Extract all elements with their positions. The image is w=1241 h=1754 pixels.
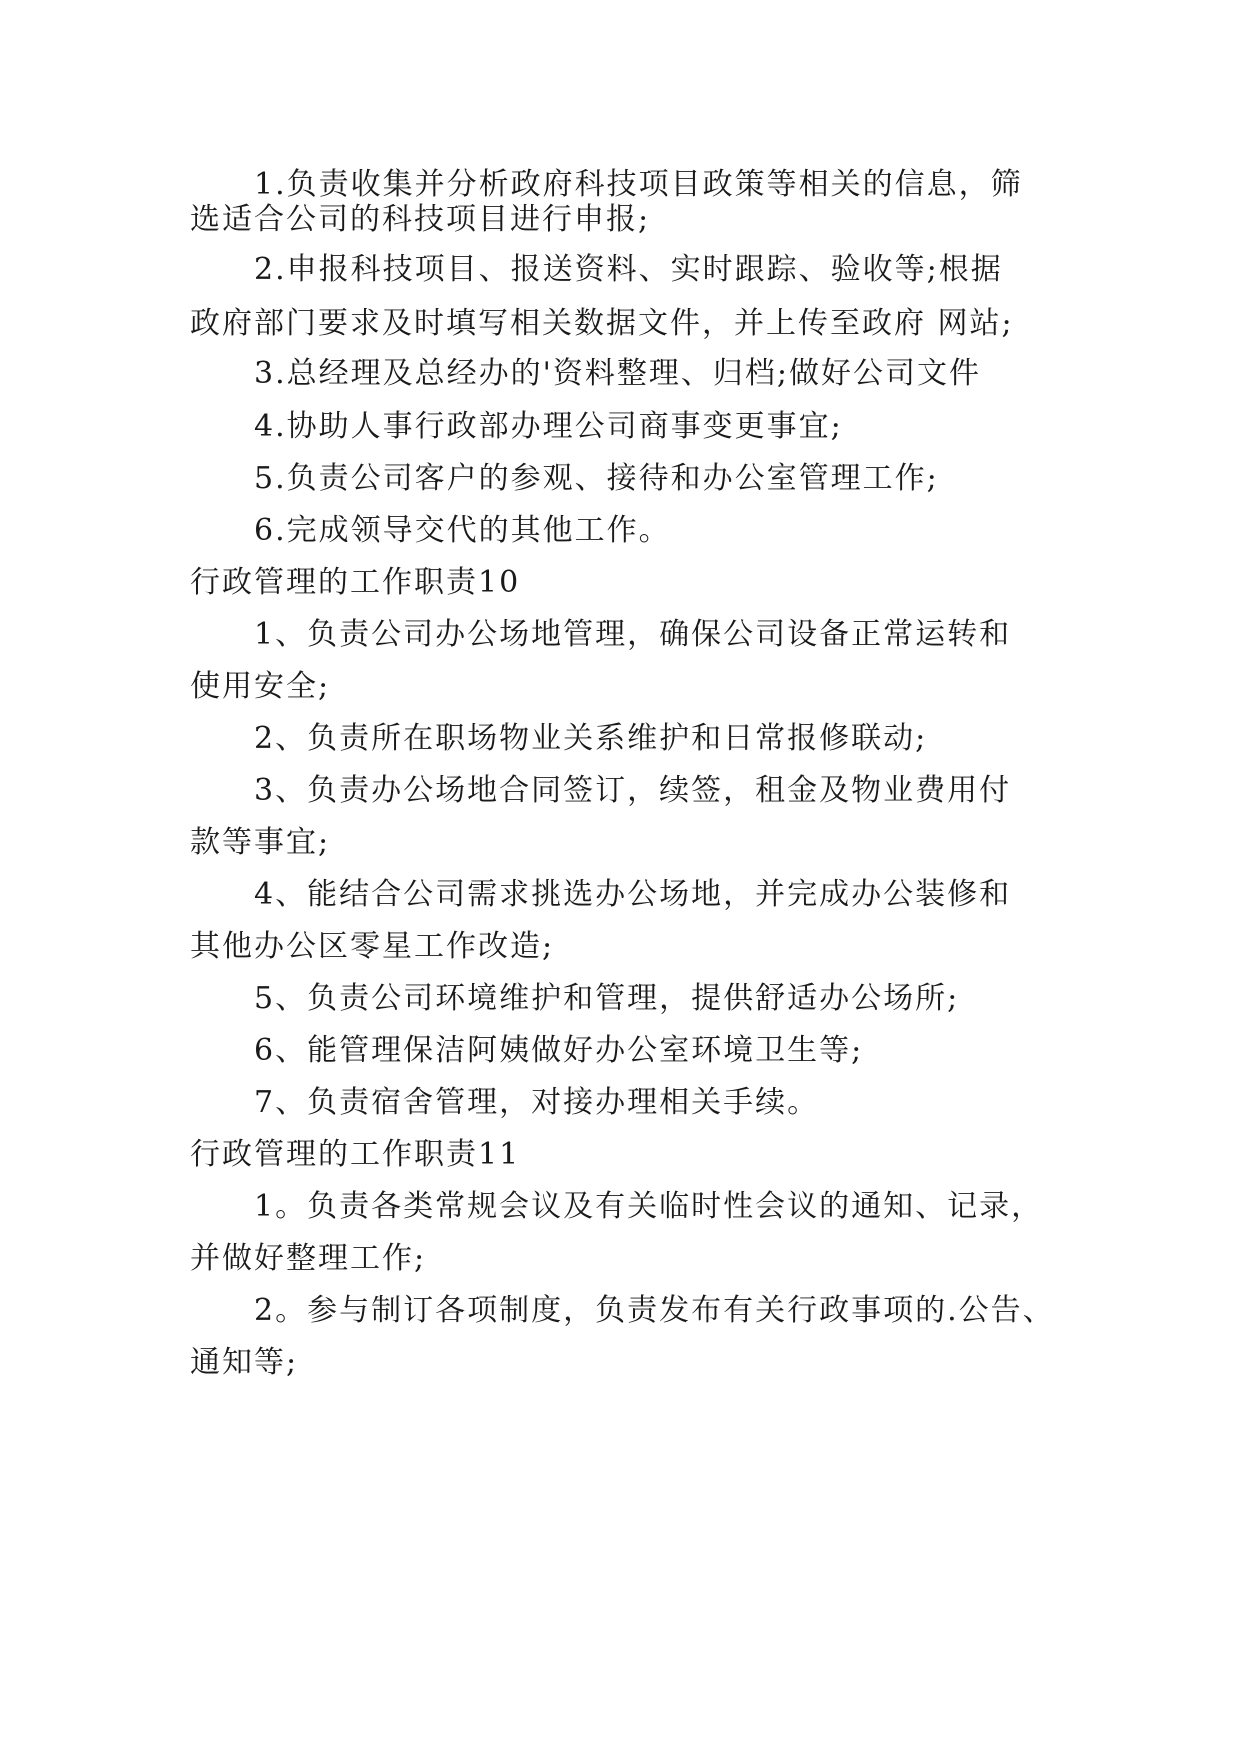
paragraph-line: 使用安全; — [190, 669, 331, 704]
paragraph-line: 6、能管理保洁阿姨做好办公室环境卫生等; — [254, 1033, 864, 1068]
paragraph-line: 2、负责所在职场物业关系维护和日常报修联动; — [254, 721, 928, 756]
paragraph-line: 其他办公区零星工作改造; — [190, 929, 555, 964]
section-heading: 行政管理的工作职责11 — [190, 1137, 521, 1172]
paragraph-line: 1.负责收集并分析政府科技项目政策等相关的信息，筛 — [254, 167, 1023, 202]
paragraph-line: 4、能结合公司需求挑选办公场地，并完成办公装修和 — [254, 877, 1012, 912]
paragraph-line: 3、负责办公场地合同签订，续签，租金及物业费用付 — [254, 773, 1012, 808]
paragraph-line: 5.负责公司客户的参观、接待和办公室管理工作; — [254, 461, 939, 496]
paragraph-line: 6.完成领导交代的其他工作。 — [254, 513, 671, 548]
paragraph-line: 2.申报科技项目、报送资料、实时跟踪、验收等;根据 — [254, 252, 1003, 287]
section-heading: 行政管理的工作职责10 — [190, 565, 521, 600]
paragraph-line: 3.总经理及总经办的'资料整理、归档;做好公司文件 — [254, 356, 981, 391]
paragraph-line: 选适合公司的科技项目进行申报; — [190, 202, 651, 237]
paragraph-line: 7、负责宿舍管理，对接办理相关手续。 — [254, 1085, 820, 1120]
paragraph-line: 款等事宜; — [190, 825, 331, 860]
paragraph-line: 5、负责公司环境维护和管理，提供舒适办公场所; — [254, 981, 960, 1016]
paragraph-line: 1、负责公司办公场地管理，确保公司设备正常运转和 — [254, 617, 1012, 652]
paragraph-line: 2。参与制订各项制度，负责发布有关行政事项的.公告、 — [254, 1293, 1055, 1328]
paragraph-line: 通知等; — [190, 1345, 299, 1380]
paragraph-line: 1。负责各类常规会议及有关临时性会议的通知、记录， — [254, 1189, 1044, 1224]
paragraph-line: 4.协助人事行政部办理公司商事变更事宜; — [254, 409, 843, 444]
paragraph-line: 政府部门要求及时填写相关数据文件，并上传至政府 网站; — [190, 306, 1014, 341]
paragraph-line: 并做好整理工作; — [190, 1241, 427, 1276]
